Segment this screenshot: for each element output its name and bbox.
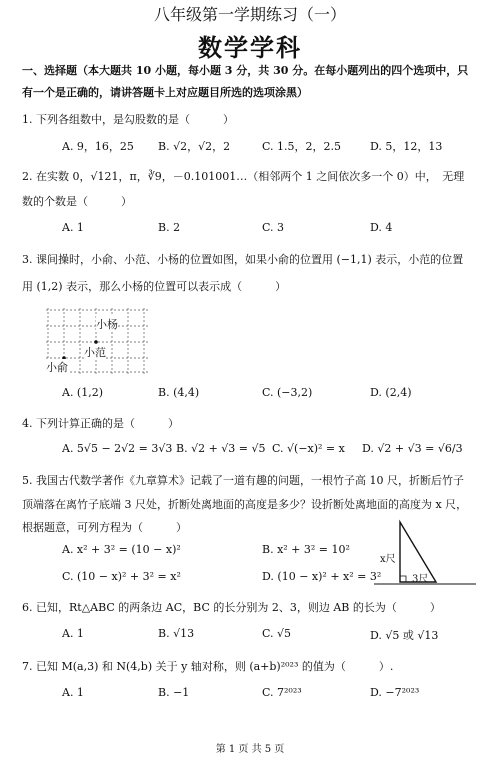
question-5-stem-line1: 5. 我国古代数学著作《九章算术》记载了一道有趣的问题，一根竹子高 10 尺，折断后竹子: [22, 474, 464, 487]
question-1-option-b: B. √2，√2，2: [158, 140, 231, 153]
question-2-option-c: C. 3: [262, 221, 285, 234]
page-title: 八年级第一学期练习（一）: [153, 5, 346, 24]
question-6-option-a: A. 1: [62, 627, 84, 640]
question-4-option-b: B. √2 + √3 = √5: [176, 442, 266, 455]
page-footer: 第 1 页 共 5 页: [215, 744, 285, 755]
question-3-option-d: D. (2,4): [370, 386, 412, 399]
question-3-option-c: C. (−3,2): [262, 386, 313, 399]
question-6-option-b: B. √13: [158, 627, 195, 640]
figure-label-x: x尺: [380, 554, 396, 565]
question-4-option-d: D. √2 + √3 = √6/3: [362, 442, 463, 455]
question-1-stem: 1. 下列各组数中，是勾股数的是（ ）: [22, 113, 234, 126]
subject-title: 数学学科: [198, 33, 302, 62]
question-4-option-a: A. 5√5 − 2√2 = 3√3: [62, 442, 173, 455]
question-2-option-b: B. 2: [158, 221, 181, 234]
figure-label-fan: 小范: [84, 346, 106, 359]
question-5-stem-line2: 顶端落在离竹子底端 3 尺处，折断处离地面的高度是多少？设折断处离地面的高度为 x 尺，: [22, 498, 468, 511]
question-5-option-b: B. x² + 3² = 10²: [262, 543, 350, 556]
figure-label-yang: 小杨: [96, 318, 118, 331]
question-5-option-c: C. (10 − x)² + 3² = x²: [62, 570, 181, 583]
section-heading-line2: 有一个是正确的，请讲答题卡上对应题目所选的选项涂黑）: [22, 86, 308, 99]
question-2-stem-line2: 数的个数是（ ）: [22, 195, 132, 208]
question-3-option-b: B. (4,4): [158, 386, 200, 399]
question-7-stem: 7. 已知 M(a,3) 和 N(4,b) 关于 y 轴对称，则 (a+b)²⁰²³ 的值为（ ）.: [22, 660, 394, 673]
question-3-option-a: A. (1,2): [62, 386, 104, 399]
question-1-option-c: C. 1.5，2，2.5: [262, 140, 342, 153]
question-1-option-d: D. 5，12，13: [370, 140, 443, 153]
question-2-option-a: A. 1: [62, 221, 84, 234]
question-6-stem: 6. 已知，Rt△ABC 的两条边 AC，BC 的长分别为 2、3，则边 AB 的长为（ ）: [22, 601, 441, 614]
question-3-stem-line1: 3. 课间操时，小俞、小范、小杨的位置如图，如果小俞的位置用 (−1,1) 表示，小范的位置: [22, 253, 464, 266]
question-6-option-c: C. √5: [262, 627, 292, 640]
question-2-stem-line1: 2. 在实数 0，√121，π，∛9，－0.101001…（相邻两个 1 之间依次多一个 0）中， 无理: [22, 170, 465, 183]
question-1-option-a: A. 9，16，25: [62, 140, 134, 153]
question-6-option-d: D. √5 或 √13: [370, 629, 439, 642]
question-5-option-a: A. x² + 3² = (10 − x)²: [62, 543, 181, 556]
section-heading-line1: 一、选择题（本大题共 10 小题，每小题 3 分，共 30 分。在每小题列出的四个选项中，只: [22, 64, 469, 77]
question-7-option-d: D. −7²⁰²³: [370, 686, 420, 699]
question-5-option-d: D. (10 − x)² + x² = 3²: [262, 570, 382, 583]
figure-label-base: 3尺: [412, 574, 429, 585]
question-5-stem-line3: 根据题意，可列方程为（ ）: [22, 521, 187, 534]
question-7-option-b: B. −1: [158, 686, 190, 699]
question-4-option-c: C. √(−x)² = x: [272, 442, 345, 455]
question-3-stem-line2: 用 (1,2) 表示，那么小杨的位置可以表示成（ ）: [22, 280, 287, 293]
question-4-stem: 4. 下列计算正确的是（ ）: [22, 417, 179, 430]
question-7-option-a: A. 1: [62, 686, 84, 699]
figure-label-yu: 小俞: [46, 361, 68, 374]
question-2-option-d: D. 4: [370, 221, 393, 234]
question-7-option-c: C. 7²⁰²³: [262, 686, 302, 699]
